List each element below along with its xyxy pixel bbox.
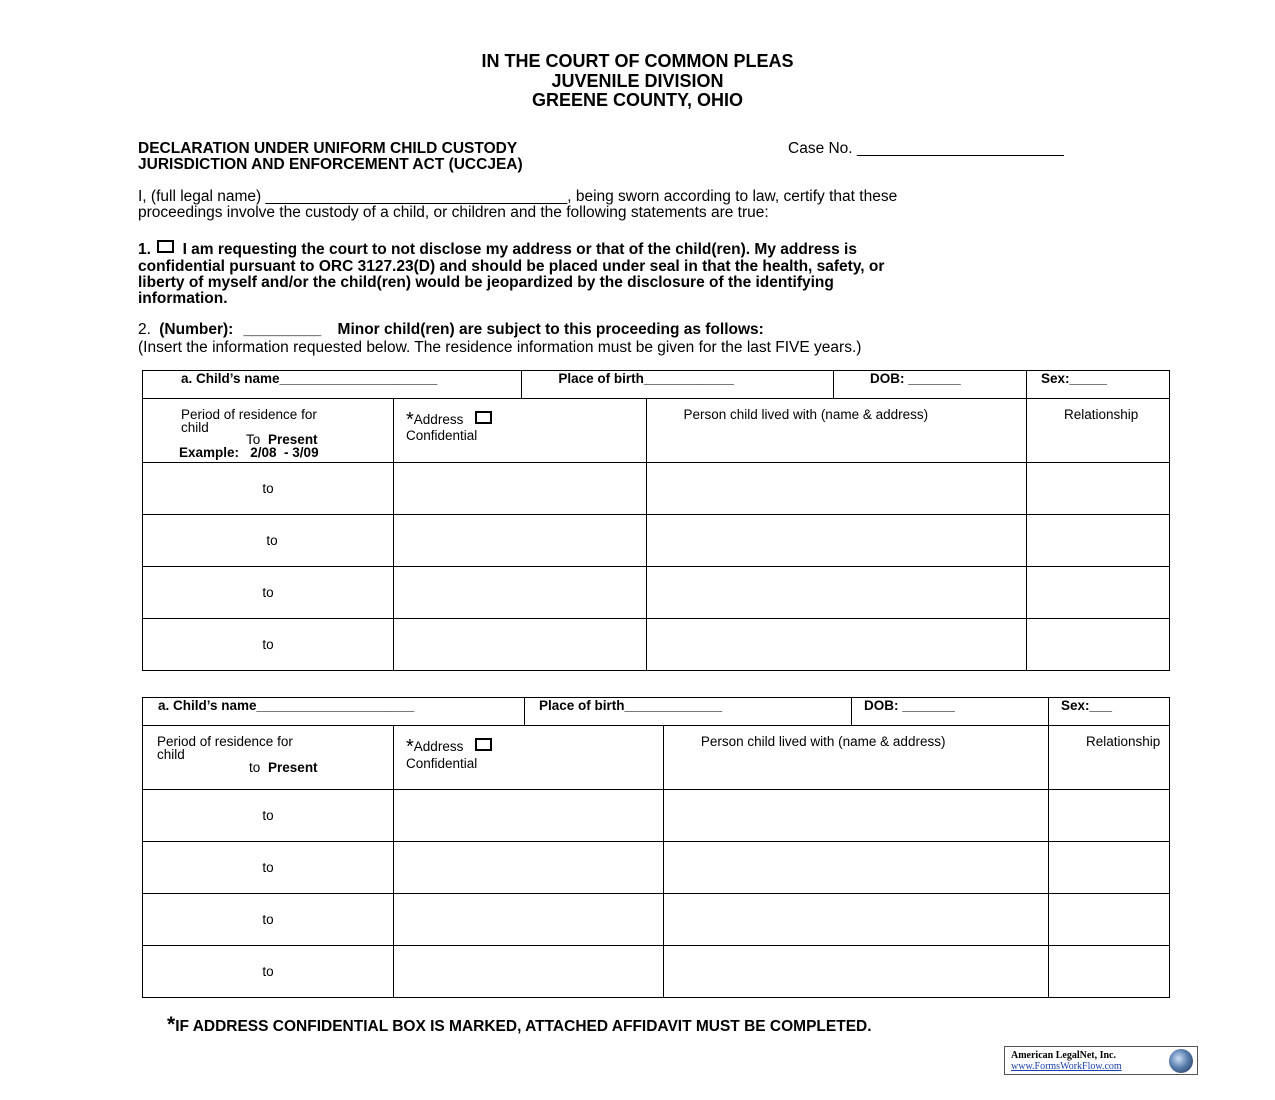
period-present: Present — [268, 432, 318, 447]
person-cell[interactable] — [646, 567, 1027, 619]
dob-label: DOB: _______ — [864, 698, 955, 713]
period-present: Present — [268, 760, 318, 775]
county-title: GREENE COUNTY, OHIO — [531, 90, 744, 110]
person-cell[interactable] — [646, 515, 1027, 567]
to-label: to — [266, 533, 278, 548]
item1-line3: liberty of myself and/or the child(ren) would be jeopardized by the disclosure of the identifying — [138, 274, 834, 291]
item2-line — [138, 321, 764, 339]
relationship-cell[interactable] — [1049, 894, 1170, 946]
address-cell[interactable] — [394, 619, 647, 671]
address-cell[interactable] — [394, 515, 647, 567]
period-line1: Period of residence for — [181, 407, 317, 422]
address-star: * — [406, 736, 414, 758]
address-star: * — [406, 409, 414, 431]
period-cell[interactable] — [143, 463, 394, 515]
address-cell[interactable] — [394, 463, 647, 515]
period-to: to — [249, 760, 261, 775]
table-row[interactable] — [143, 946, 1170, 998]
child-table-1 — [142, 370, 1170, 671]
table-row[interactable] — [143, 463, 1170, 515]
relationship-header-label: Relationship — [1064, 407, 1139, 422]
person-header-label: Person child lived with (name & address) — [683, 407, 929, 422]
item2-text: Minor child(ren) are subject to this proceeding as follows: — [337, 321, 764, 338]
period-example: Example: 2/08 - 3/09 — [179, 445, 319, 460]
relationship-cell[interactable] — [1049, 790, 1170, 842]
table-row[interactable] — [143, 894, 1170, 946]
affidavit-note — [167, 1013, 872, 1037]
address-confidential-label: Confidential — [406, 428, 478, 443]
item1-number: 1. — [138, 241, 151, 258]
person-cell[interactable] — [646, 463, 1027, 515]
case-number-blank[interactable]: ________________________ — [856, 140, 1064, 157]
period-cell[interactable] — [143, 619, 394, 671]
globe-icon — [1169, 1049, 1193, 1073]
to-label: to — [262, 637, 274, 652]
form-title-line2: JURISDICTION AND ENFORCEMENT ACT (UCCJEA) — [138, 156, 523, 173]
place-of-birth-cell[interactable] — [525, 698, 852, 726]
form-title-line1: DECLARATION UNDER UNIFORM CHILD CUSTODY — [138, 140, 518, 157]
place-of-birth-label: Place of birth____________ — [558, 371, 734, 386]
table-row[interactable] — [143, 619, 1170, 671]
address-cell[interactable] — [394, 894, 664, 946]
item1-line1 — [138, 241, 857, 259]
item1-line2: confidential pursuant to ORC 3127.23(D) and should be placed under seal in that the health, safety, or — [138, 258, 885, 275]
relationship-cell[interactable] — [1027, 515, 1170, 567]
confidential-address-checkbox[interactable] — [157, 240, 174, 253]
dob-label: DOB: _______ — [870, 371, 961, 386]
relationship-header — [1027, 399, 1170, 463]
child-name-label: a. Child’s name_____________________ — [181, 371, 438, 386]
case-number-label: Case No. — [788, 140, 853, 157]
period-to: To — [246, 432, 261, 447]
child-name-cell[interactable] — [143, 371, 522, 399]
period-cell[interactable] — [143, 894, 394, 946]
to-label: to — [262, 860, 274, 875]
period-header — [143, 726, 394, 790]
american-legalnet-logo[interactable] — [1004, 1046, 1198, 1075]
address-cell[interactable] — [394, 790, 664, 842]
person-cell[interactable] — [663, 946, 1048, 998]
period-line1: Period of residence for — [157, 734, 293, 749]
to-label: to — [262, 964, 274, 979]
item1-text-line1: I am requesting the court to not disclose my address or that of the child(ren). My address is — [182, 241, 857, 258]
place-of-birth-label: Place of birth_____________ — [539, 698, 723, 713]
item1-line4: information. — [138, 290, 228, 307]
address-confidential-header — [394, 726, 664, 790]
table-row[interactable] — [143, 842, 1170, 894]
child-table-2 — [142, 697, 1170, 998]
dob-cell[interactable] — [834, 371, 1027, 399]
to-label: to — [262, 808, 274, 823]
period-header — [143, 399, 394, 463]
address-cell[interactable] — [394, 567, 647, 619]
period-cell[interactable] — [143, 842, 394, 894]
sex-label: Sex:___ — [1061, 698, 1113, 713]
address-label: Address — [413, 739, 464, 754]
address-confidential-header — [394, 399, 647, 463]
person-cell[interactable] — [663, 842, 1048, 894]
relationship-header — [1049, 726, 1170, 790]
address-confidential-checkbox[interactable] — [475, 738, 492, 751]
sex-cell[interactable] — [1049, 698, 1170, 726]
period-cell[interactable] — [143, 790, 394, 842]
period-line2: child — [157, 747, 185, 762]
logo-url[interactable]: www.FormsWorkFlow.com — [1011, 1061, 1122, 1072]
child-name-cell[interactable] — [143, 698, 525, 726]
item2-note: (Insert the information requested below. The residence information must be given for the last FIVE years.) — [138, 339, 862, 356]
intro-line2: proceedings involve the custody of a child, or children and the following statements are true: — [138, 204, 769, 221]
person-cell[interactable] — [663, 790, 1048, 842]
address-label: Address — [413, 412, 464, 427]
to-label: to — [262, 585, 274, 600]
court-title: IN THE COURT OF COMMON PLEAS — [481, 51, 794, 71]
relationship-header-label: Relationship — [1086, 734, 1161, 749]
relationship-cell[interactable] — [1027, 463, 1170, 515]
address-confidential-checkbox[interactable] — [475, 411, 492, 424]
intro-line1[interactable]: I, (full legal name) ___________________________________, being sworn according to law, certify that these — [138, 188, 898, 205]
division-title: JUVENILE DIVISION — [551, 71, 724, 91]
address-cell[interactable] — [394, 946, 664, 998]
address-confidential-label: Confidential — [406, 756, 478, 771]
item2-label: (Number): — [159, 321, 234, 338]
period-cell[interactable] — [143, 567, 394, 619]
sex-cell[interactable] — [1027, 371, 1170, 399]
table-row[interactable] — [143, 567, 1170, 619]
period-line2: child — [181, 420, 209, 435]
person-cell[interactable] — [646, 619, 1027, 671]
place-of-birth-cell[interactable] — [522, 371, 834, 399]
relationship-cell[interactable] — [1049, 842, 1170, 894]
child-name-label: a. Child’s name_____________________ — [158, 698, 415, 713]
affidavit-note-star: * — [167, 1013, 176, 1036]
relationship-cell[interactable] — [1027, 567, 1170, 619]
relationship-cell[interactable] — [1027, 619, 1170, 671]
dob-cell[interactable] — [852, 698, 1049, 726]
address-cell[interactable] — [394, 842, 664, 894]
table-row[interactable] — [143, 515, 1170, 567]
table-row[interactable] — [143, 790, 1170, 842]
relationship-cell[interactable] — [1049, 946, 1170, 998]
item2-number-blank[interactable]: _________ — [243, 321, 322, 338]
affidavit-note-text: IF ADDRESS CONFIDENTIAL BOX IS MARKED, ATTACHED AFFIDAVIT MUST BE COMPLETED. — [175, 1018, 872, 1035]
to-label: to — [262, 912, 274, 927]
to-label: to — [262, 481, 274, 496]
period-cell[interactable] — [143, 946, 394, 998]
person-cell[interactable] — [663, 894, 1048, 946]
case-number[interactable] — [788, 140, 1064, 158]
item2-number: 2. — [138, 321, 151, 338]
person-header-label: Person child lived with (name & address) — [700, 734, 946, 749]
sex-label: Sex:_____ — [1041, 371, 1108, 386]
period-cell[interactable] — [143, 515, 394, 567]
logo-company: American LegalNet, Inc. — [1011, 1050, 1116, 1061]
person-header — [663, 726, 1048, 790]
person-header — [646, 399, 1027, 463]
